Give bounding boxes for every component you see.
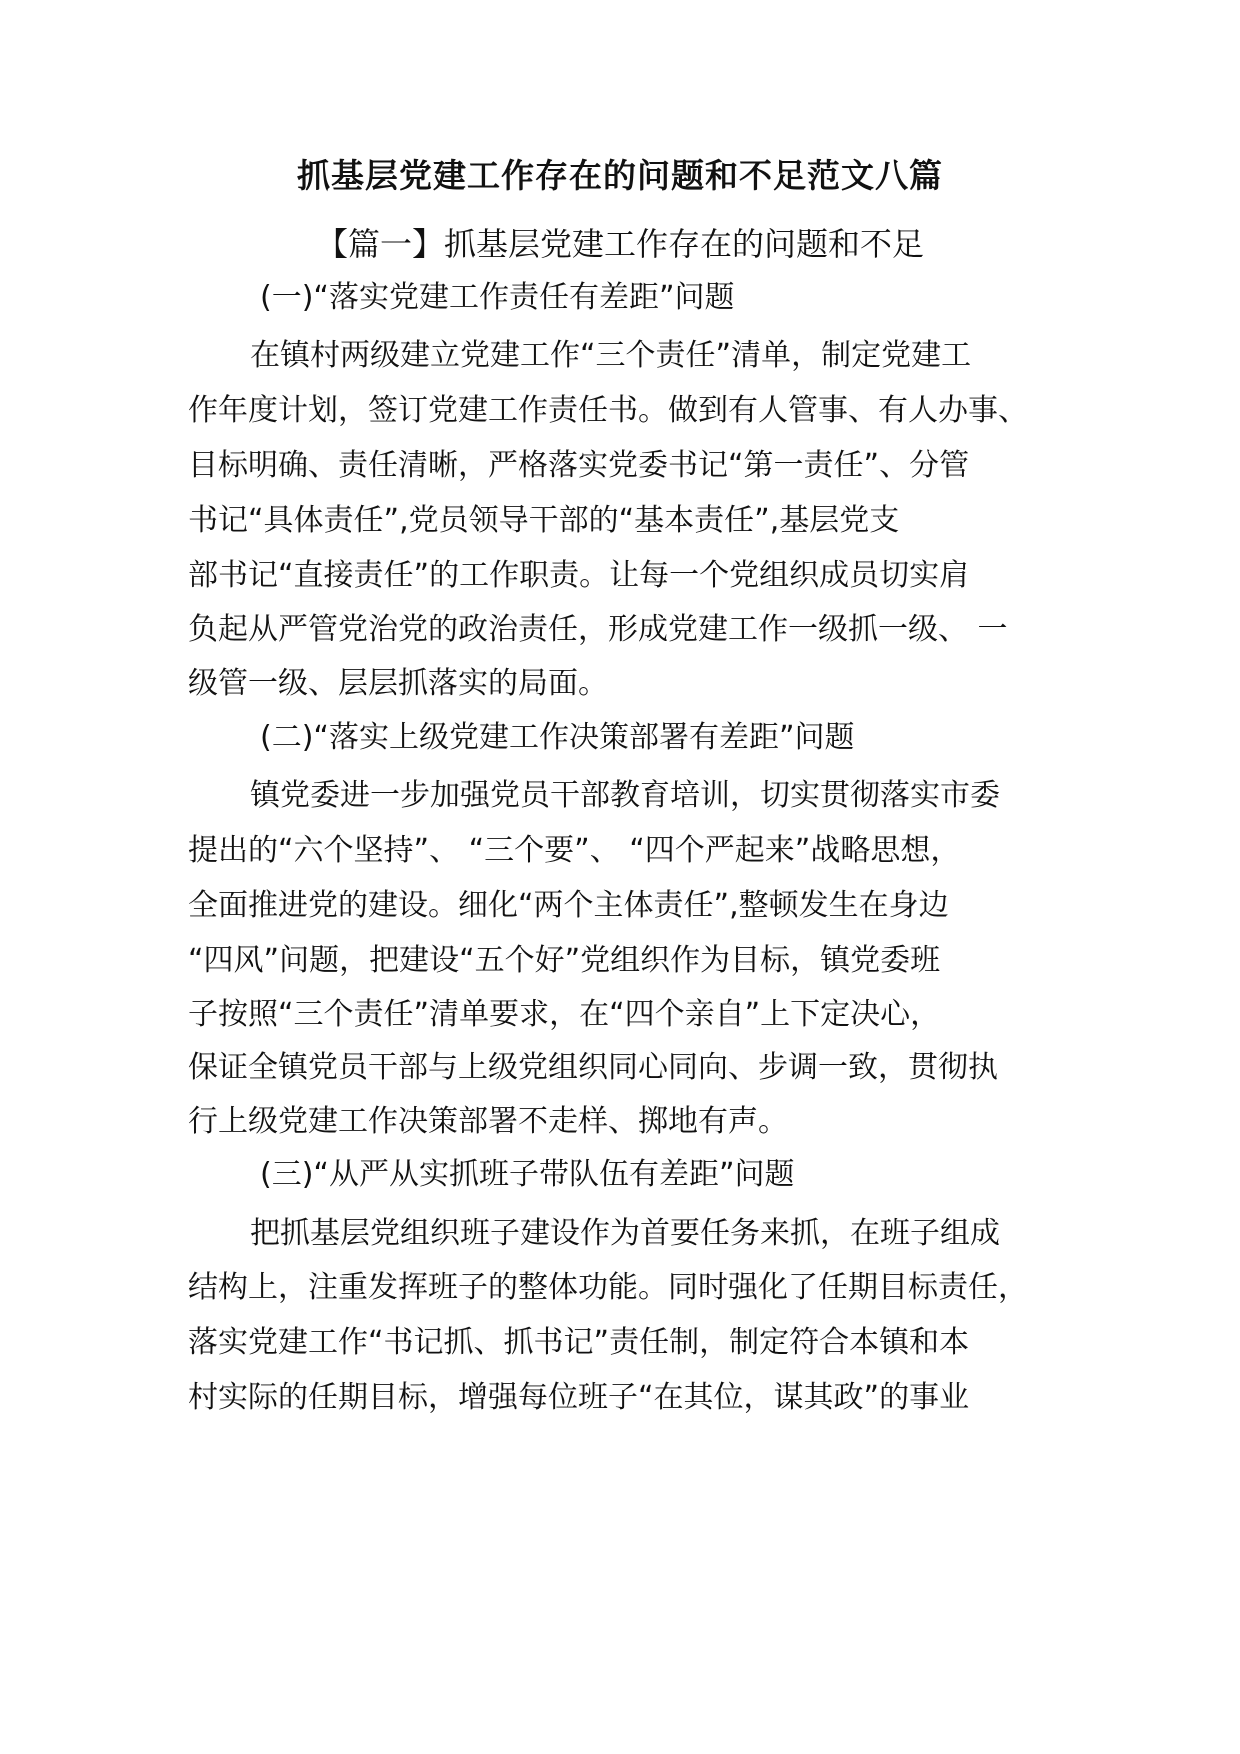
- paragraph-line: 村实际的任期目标，增强每位班子“在其位，谋其政”的事业: [188, 1380, 970, 1415]
- paragraph-line: 落实党建工作“书记抓、抓书记”责任制，制定符合本镇和本: [188, 1325, 970, 1360]
- paragraph-line: 负起从严管党治党的政治责任，形成党建工作一级抓一级、 一: [188, 612, 1008, 647]
- paragraph-line: 在镇村两级建立党建工作“三个责任”清单，制定党建工: [250, 338, 972, 373]
- paragraph-line: “四风”问题，把建设“五个好”党组织作为目标，镇党委班: [188, 943, 941, 978]
- paragraph-line: 部书记“直接责任”的工作职责。让每一个党组织成员切实肩: [188, 558, 970, 593]
- paragraph-line: 书记“具体责任”,党员领导干部的“基本责任”,基层党支: [188, 503, 900, 538]
- section-heading-1: (一)“落实党建工作责任有差距”问题: [260, 280, 735, 315]
- paragraph-line: 把抓基层党组织班子建设作为首要任务来抓，在班子组成: [250, 1216, 1000, 1251]
- document-subtitle: 【篇一】抓基层党建工作存在的问题和不足: [315, 225, 924, 263]
- paragraph-line: 保证全镇党员干部与上级党组织同心同向、步调一致，贯彻执: [188, 1050, 998, 1085]
- paragraph-line: 提出的“六个坚持”、 “三个要”、 “四个严起来”战略思想，: [188, 833, 961, 868]
- paragraph-line: 子按照“三个责任”清单要求，在“四个亲自”上下定决心，: [188, 997, 941, 1032]
- section-heading-3: (三)“从严从实抓班子带队伍有差距”问题: [260, 1157, 795, 1192]
- paragraph-line: 结构上，注重发挥班子的整体功能。同时强化了任期目标责任，: [188, 1270, 1028, 1305]
- paragraph-line: 级管一级、层层抓落实的局面。: [188, 666, 608, 701]
- paragraph-line: 行上级党建工作决策部署不走样、掷地有声。: [188, 1104, 788, 1139]
- document-title: 抓基层党建工作存在的问题和不足范文八篇: [297, 156, 943, 195]
- section-heading-2: (二)“落实上级党建工作决策部署有差距”问题: [260, 720, 855, 755]
- paragraph-line: 目标明确、责任清晰，严格落实党委书记“第一责任”、分管: [188, 448, 970, 483]
- paragraph-line: 全面推进党的建设。细化“两个主体责任”,整顿发生在身边: [188, 888, 949, 923]
- paragraph-line: 镇党委进一步加强党员干部教育培训，切实贯彻落实市委: [250, 778, 1000, 813]
- paragraph-line: 作年度计划，签订党建工作责任书。做到有人管事、有人办事、: [188, 393, 1028, 428]
